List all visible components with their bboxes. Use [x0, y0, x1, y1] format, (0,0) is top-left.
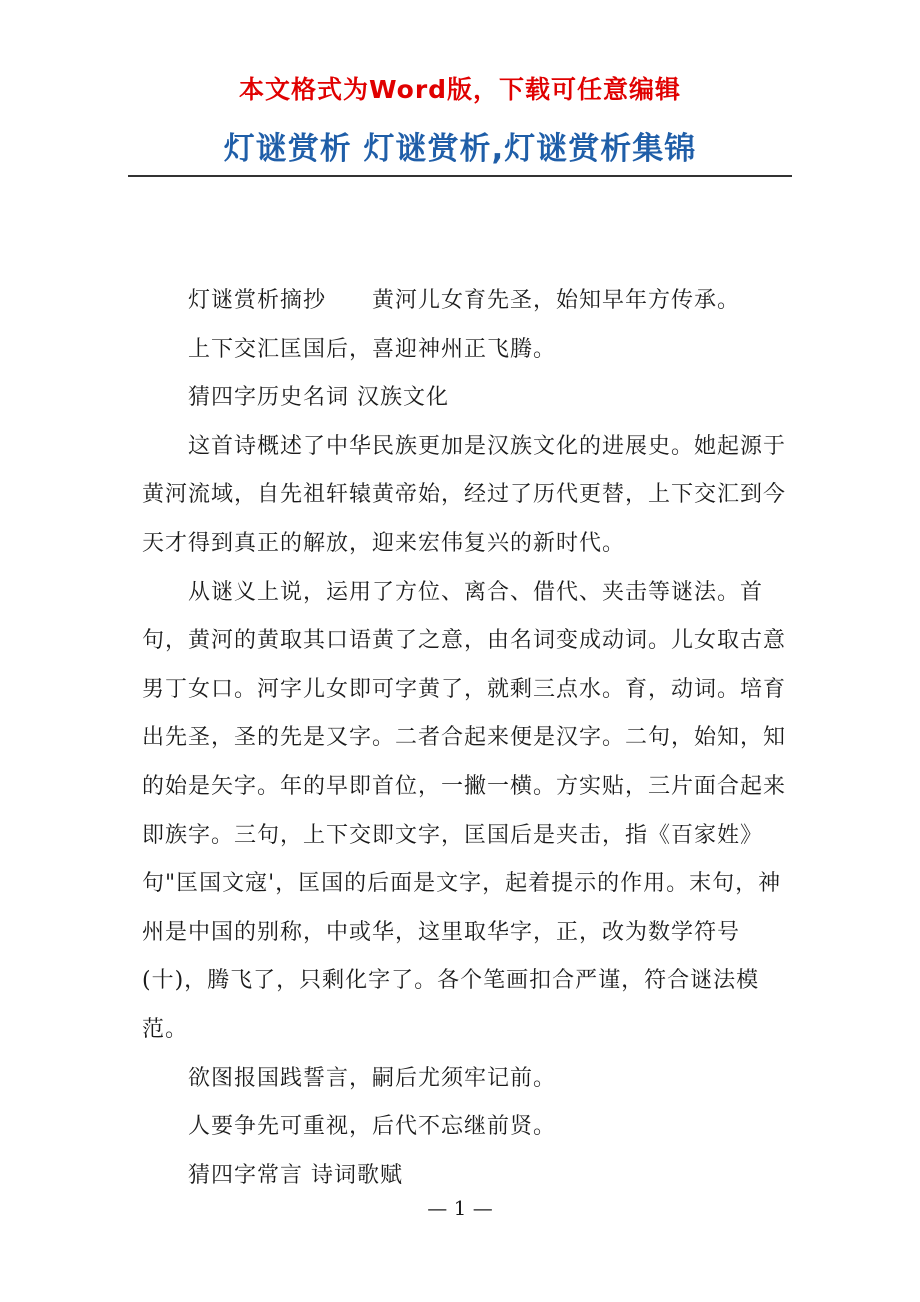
title-divider — [128, 175, 792, 177]
format-notice: 本文格式为Word版，下载可任意编辑 — [238, 75, 682, 104]
paragraph-riddle2-line1: 欲图报国践誓言，嗣后尤须牢记前。 — [188, 1065, 557, 1091]
page-number: — 1 — — [427, 1196, 493, 1220]
paragraph-explanation-1: 这首诗概述了中华民族更加是汉族文化的进展史。她起源于黄河流域，自先祖轩辕黄帝始，经过了历代更替，上下交汇到今天才得到真正的解放，迎来宏伟复兴的新时代。 — [142, 433, 787, 556]
document-title: 灯谜赏析 灯谜赏析,灯谜赏析集锦 — [223, 131, 697, 167]
document-body — [142, 277, 802, 1200]
paragraph-riddle-answer-1: 猜四字历史名词 汉族文化 — [188, 385, 449, 411]
paragraph-explanation-2: 从谜义上说，运用了方位、离合、借代、夹击等谜法。首句，黄河的黄取其口语黄了之意，由名词变成动词。儿女取古意男丁女口。河字儿女即可字黄了，就剩三点水。育，动词。培育出先圣，圣的先是又字。二者合起来便是汉字。二句，始知，知的始是矢字。年的早即首位，一撇一横。方实贴，三片面合起来即族字。三句，上下交即文字，匡国后是夹击，指《百家姓》句"匡国文寇'，匡国的后面是文字，起着提示的作用。末句，神州是中国的别称，中或华，这里取华字，正，改为数学符号(十)，腾飞了，只剩化字了。各个笔画扣合严谨，符合谜法模范。 — [142, 579, 787, 1042]
paragraph-riddle2-line2: 人要争先可重视，后代不忘继前贤。 — [188, 1114, 557, 1140]
paragraph-riddle-intro: 灯谜赏析摘抄 黄河儿女育先圣，始知早年方传承。 — [188, 288, 741, 313]
paragraph-riddle-answer-2: 猜四字常言 诗词歌赋 — [188, 1162, 403, 1188]
paragraph-riddle-line2: 上下交汇匡国后，喜迎神州正飞腾。 — [188, 336, 557, 362]
